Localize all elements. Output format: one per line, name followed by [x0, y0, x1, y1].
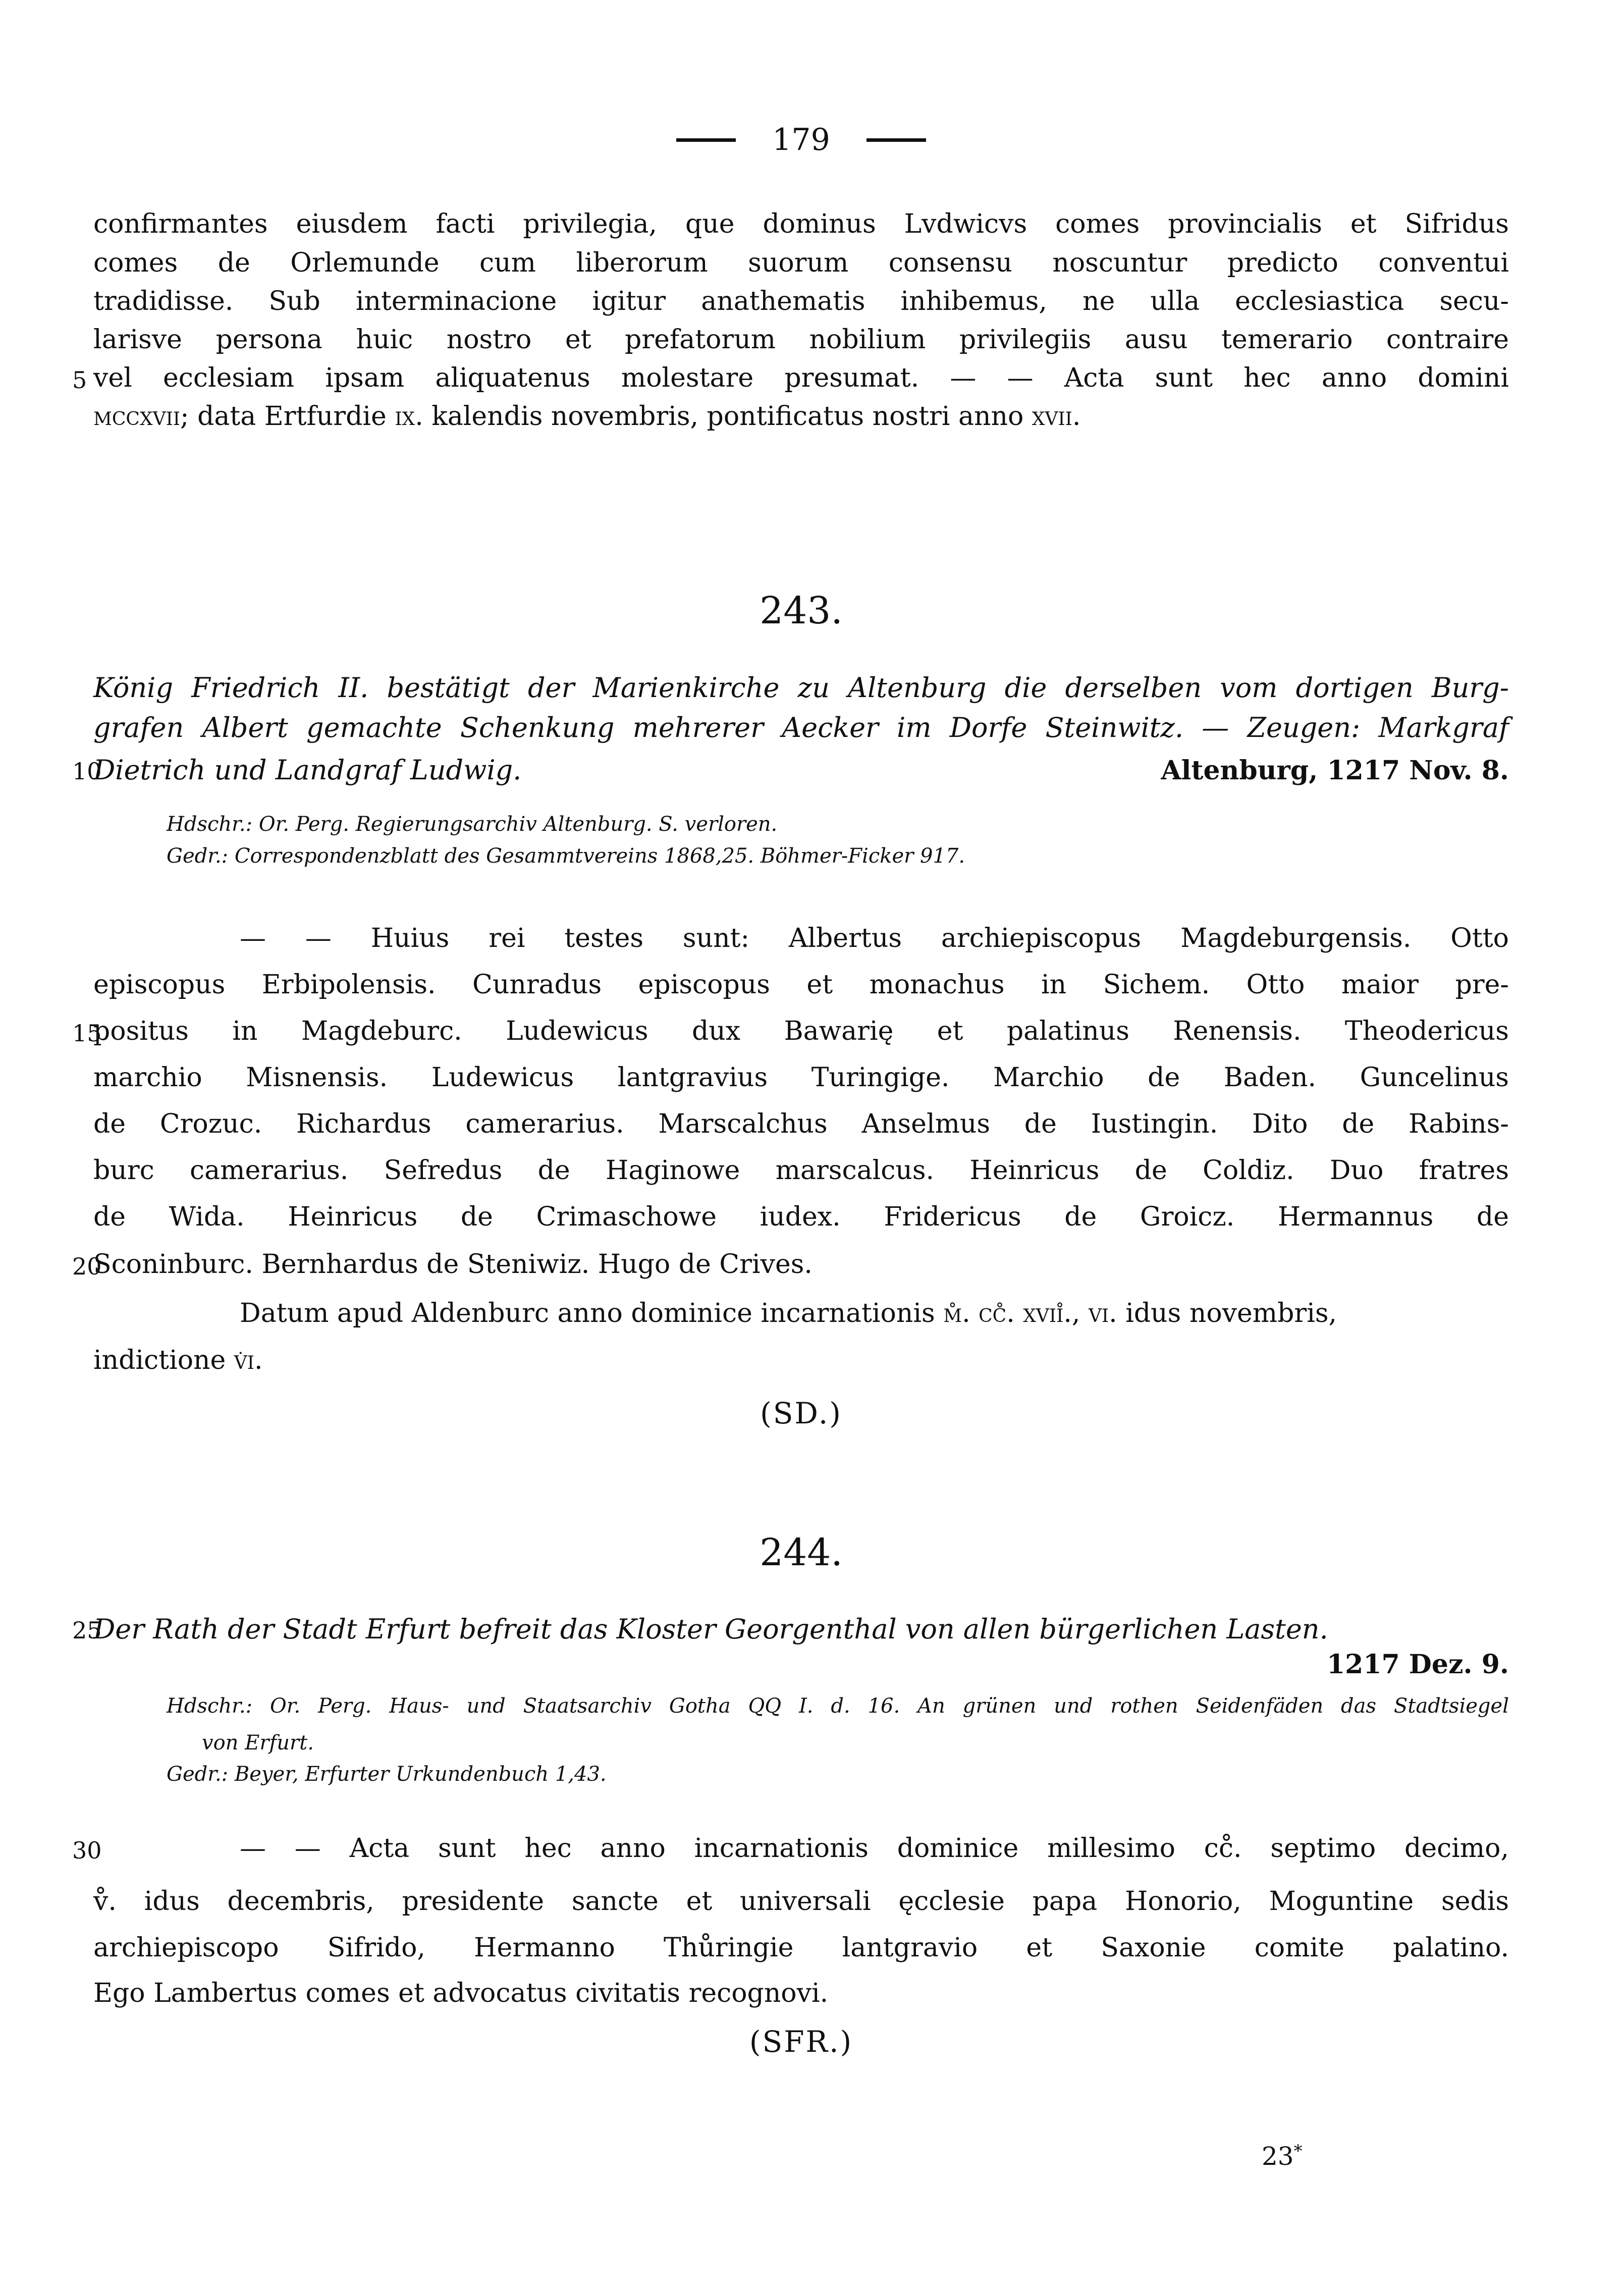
line-text: König Friedrich II. bestätigt der Marienkirche zu Altenburg die derselben vom dortigen Burg-: [93, 672, 1509, 704]
line-text: ; data Ertfurdie: [180, 401, 395, 432]
note-text: Hdschr.: Or. Perg. Haus- und Staatsarchiv Gotha QQ I. d. 16. An grünen und rothen Seidenfäden das Stadtsiegel: [167, 1694, 1509, 1718]
roman-year: m̊. cc̊. xvii̊.: [943, 1298, 1072, 1329]
line-text: marchio Misnensis. Ludewicus lantgravius Turingige. Marchio de Baden. Guncelinus: [93, 1062, 1509, 1093]
line-text: . kalendis novembris, pontificatus nostri anno: [415, 401, 1032, 432]
charter-244-text-line: [93, 1975, 1509, 2012]
note-text: Gedr.: Beyer, Erfurter Urkundenbuch 1,43.: [167, 1763, 607, 1786]
charter-243-text-line: [93, 1199, 1509, 1236]
charter-242-line: [93, 322, 1509, 358]
line-text: confirmantes eiusdem facti privilegia, que dominus Lvdwicvs comes provincialis et Sifridus: [93, 209, 1509, 239]
source-note-gedr: [93, 1760, 1509, 1788]
margin-line-number-20: 20: [72, 1253, 102, 1280]
line-text: — — Acta sunt hec anno incarnationis dominice millesimo cc̊. septimo decimo,: [240, 1833, 1509, 1864]
line-text: .: [1072, 401, 1081, 432]
seal-mark-sd: (SD.): [760, 1396, 842, 1430]
page-number: 179: [772, 122, 830, 157]
charter-243-text-line: [72, 1013, 1509, 1050]
section-heading-244: 244.: [760, 1531, 843, 1574]
charter-242-line: [72, 360, 1509, 397]
line-text: Der Rath der Stadt Erfurt befreit das Kloster Georgenthal von allen bürgerlichen Lasten.: [93, 1613, 1328, 1645]
charter-242-line: [93, 206, 1509, 243]
note-text: Hdschr.: Or. Perg. Regierungsarchiv Altenburg. S. verloren.: [167, 813, 778, 836]
charter-243-text-line: [72, 1246, 1509, 1283]
text-block: [72, 0, 1509, 2285]
charter-243-text-line: [93, 1152, 1509, 1189]
line-text: burc camerarius. Sefredus de Haginowe marscalcus. Heinricus de Coldiz. Duo fratres: [93, 1155, 1509, 1186]
note-text: von Erfurt.: [202, 1731, 314, 1755]
charter-243-indictione-line: [93, 1342, 1509, 1379]
line-text: .: [254, 1345, 263, 1375]
source-note-continuation: [93, 1729, 1509, 1757]
charter-242-date-line: [93, 398, 1509, 435]
line-text: comes de Orlemunde cum liberorum suorum consensu noscuntur predicto conventui: [93, 248, 1509, 278]
charter-244-date: 1217 Dez. 9.: [1326, 1649, 1509, 1680]
charter-243-summary-line: [93, 709, 1509, 747]
roman-year: mccxvii: [93, 401, 181, 432]
charter-244-text-line: [93, 1930, 1509, 1967]
line-text: — — Huius rei testes sunt: Albertus archiepiscopus Magdeburgensis. Otto: [240, 923, 1509, 953]
charter-244-text-line: [72, 1830, 1509, 1867]
charter-243-text-line: [93, 920, 1509, 957]
margin-line-number-15: 15: [72, 1020, 102, 1047]
charter-243-summary-date-line: [72, 751, 1509, 789]
signature-star: *: [1293, 2141, 1303, 2161]
charter-244-text-line: [93, 1883, 1509, 1920]
line-text: episcopus Erbipolensis. Cunradus episcopus et monachus in Sichem. Otto maior pre-: [93, 970, 1509, 1000]
source-note-hdschr: [93, 810, 1509, 838]
roman-numeral: vi: [1088, 1298, 1109, 1329]
line-text: positus in Magdeburc. Ludewicus dux Bawarię et palatinus Renensis. Theodericus: [93, 1016, 1509, 1046]
line-text: tradidisse. Sub interminacione igitur anathematis inhibemus, ne ulla ecclesiastica secu-: [93, 286, 1509, 316]
charter-243-summary-line: [93, 669, 1509, 707]
signature-number: 23: [1262, 2142, 1294, 2171]
line-text: . idus novembris,: [1109, 1298, 1337, 1329]
line-text: larisve persona huic nostro et prefatorum nobilium privilegiis ausu temerario contraire: [93, 325, 1509, 355]
roman-numeral: ix: [395, 401, 415, 432]
source-note-gedr: [93, 842, 1509, 870]
roman-numeral: xvii: [1032, 401, 1072, 432]
seal-mark-sfr: (SFR.): [749, 2025, 853, 2059]
section-heading-243: 243.: [760, 589, 843, 632]
margin-line-number-30: 30: [72, 1837, 102, 1864]
margin-line-number-5: 5: [72, 366, 87, 394]
charter-242-line: [93, 245, 1509, 282]
source-note-hdschr: [93, 1692, 1509, 1720]
line-text: Sconinburc. Bernhardus de Steniwiz. Hugo de Crives.: [93, 1249, 813, 1280]
note-text: Gedr.: Correspondenzblatt des Gesammtvereins 1868,25. Böhmer-Ficker 917.: [167, 844, 965, 868]
roman-numeral: v̇i: [234, 1345, 255, 1375]
line-text: vel ecclesiam ipsam aliquatenus molestare presumat. — — Acta sunt hec anno domini: [93, 363, 1509, 393]
charter-243-text-line: [93, 967, 1509, 1003]
margin-line-number-10: 10: [72, 758, 102, 785]
line-text: v̊. idus decembris, presidente sancte et universali ęcclesie papa Honorio, Moguntine sedis: [93, 1886, 1509, 1917]
charter-243-place-date: Altenburg, 1217 Nov. 8.: [1161, 755, 1509, 786]
charter-243-text-line: [93, 1106, 1509, 1143]
line-text: Datum apud Aldenburc anno dominice incarnationis: [240, 1298, 944, 1329]
line-text: de Wida. Heinricus de Crimaschowe iudex. Fridericus de Groicz. Hermannus de: [93, 1202, 1509, 1232]
line-text: de Crozuc. Richardus camerarius. Marscalchus Anselmus de Iustingin. Dito de Rabins-: [93, 1109, 1509, 1139]
charter-243-datum-line: [93, 1295, 1509, 1332]
charter-242-line: [93, 283, 1509, 320]
summary-last-text: Dietrich und Landgraf Ludwig.: [93, 754, 522, 786]
line-text: archiepiscopo Sifrido, Hermanno Thůringie lantgravio et Saxonie comite palatino.: [93, 1933, 1509, 1963]
page-signature: [1262, 2141, 1303, 2171]
margin-line-number-25: 25: [72, 1617, 102, 1644]
line-text: ,: [1071, 1298, 1089, 1329]
charter-243-text-line: [93, 1059, 1509, 1096]
line-text: Ego Lambertus comes et advocatus civitatis recognovi.: [93, 1978, 829, 2008]
line-text: grafen Albert gemachte Schenkung mehrerer Aecker im Dorfe Steinwitz. — Zeugen: Markgraf: [93, 712, 1509, 743]
line-text: indictione: [93, 1345, 234, 1375]
charter-244-summary-line: [72, 1610, 1509, 1649]
